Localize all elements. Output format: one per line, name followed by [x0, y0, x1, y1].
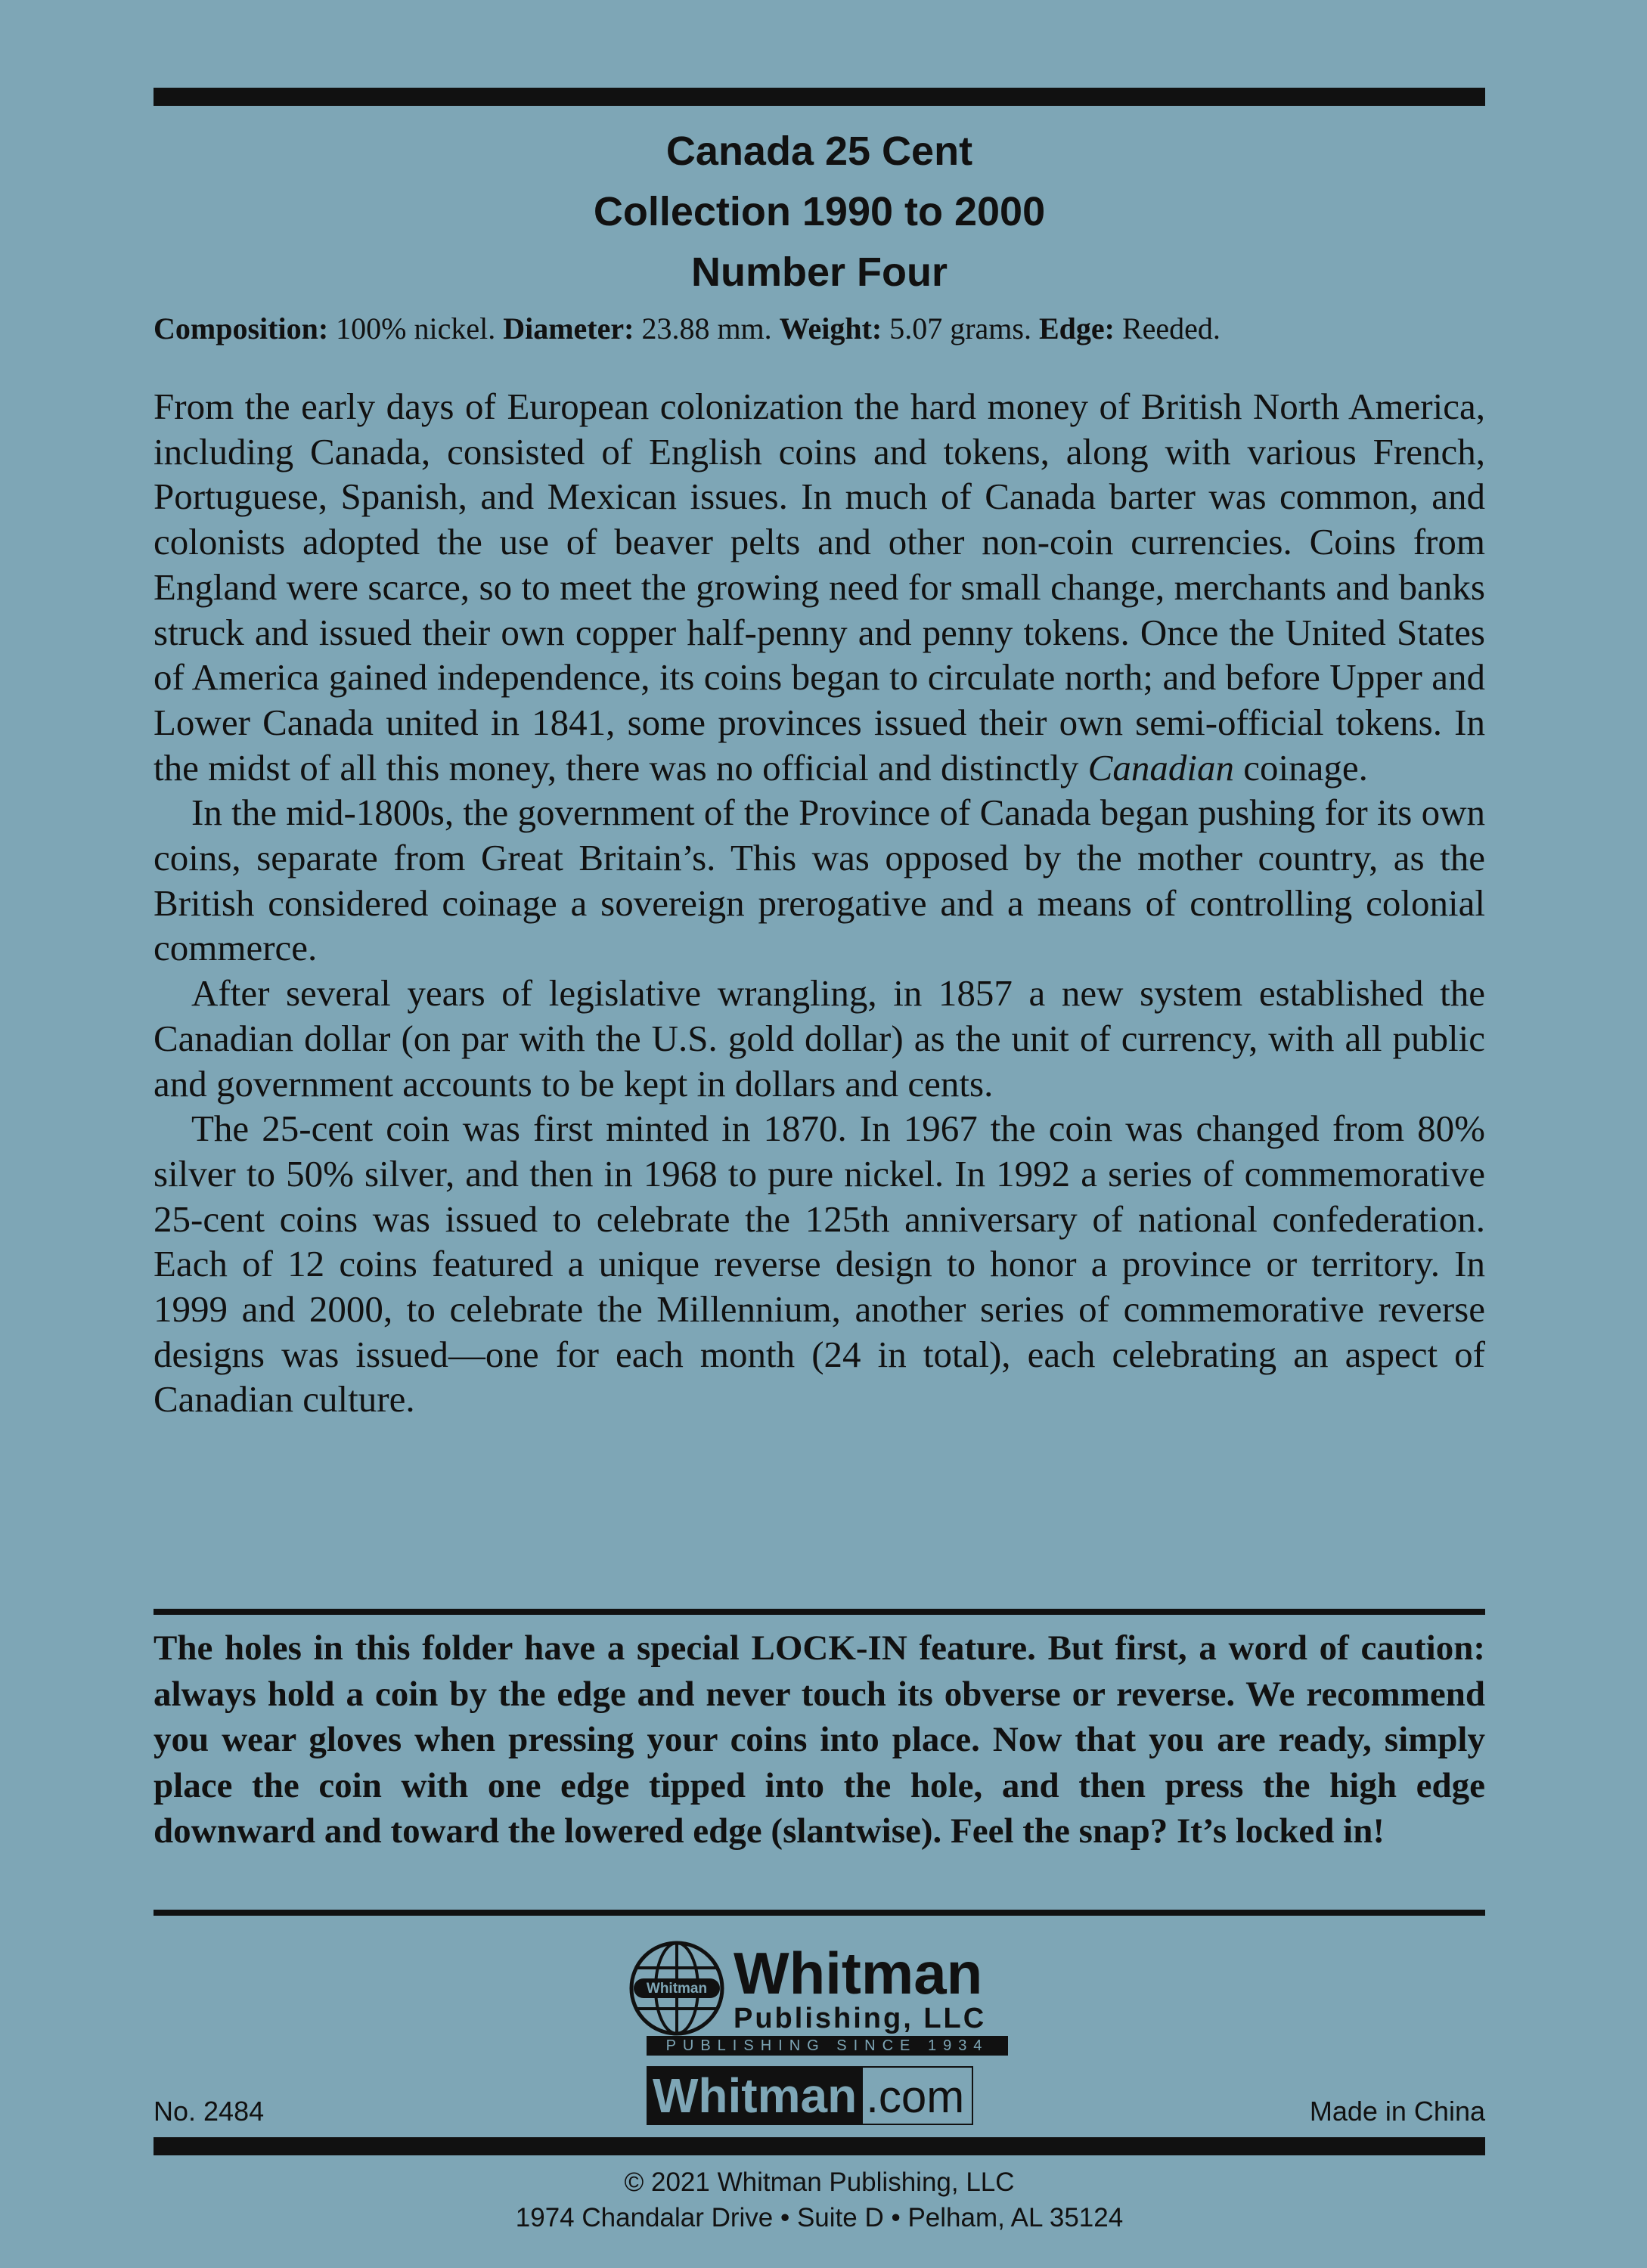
composition-label: Composition: — [154, 311, 329, 345]
top-rule — [154, 88, 1485, 106]
website-badge — [647, 2066, 973, 2125]
logo-since-banner: PUBLISHING SINCE 1934 — [647, 2036, 1008, 2056]
copyright-line: © 2021 Whitman Publishing, LLC — [624, 2167, 1015, 2197]
globe-icon — [628, 1939, 726, 2037]
weight-value: 5.07 grams. — [882, 311, 1039, 345]
made-in-label: Made in China — [1309, 2096, 1485, 2127]
logo-subtitle: Publishing, LLC — [734, 2003, 987, 2034]
history-paragraph-2: In the mid-1800s, the government of the Province of Canada began pushing for its own coins, separate from Great Britain’s. This was opposed by the mother country, as the British considered coinage a sovereign prerogative and a means of controlling colonial commerce. — [154, 792, 1485, 969]
bottom-rule — [154, 2137, 1485, 2155]
lockin-instructions: The holes in this folder have a special LOCK-IN feature. But first, a word of caution: always hold a coin by the edge and never touch its obverse or reverse. We recommend you wear gloves when pressing your coins into place. Now that you are ready, simply place the coin with one edge tipped into the hole, and then press the high edge downward and toward the lowered edge (slantwise). Feel the snap? It’s locked in! — [154, 1628, 1485, 1851]
edge-label: Edge: — [1038, 311, 1115, 345]
page-title-line3: Number Four — [690, 249, 948, 295]
website-name: Whitman — [647, 2066, 863, 2125]
coin-specifications — [154, 306, 1485, 352]
history-paragraph-1: From the early days of European colonization the hard money of British North America, including Canada, consisted of English coins and tokens, along with various French, Portuguese, Spanish, and Mexican issues. In much of Canada barter was common, and colonists adopted the use of beaver pelts and other non-coin currencies. Coins from England were scarce, so to meet the growing need for small change, merchants and banks struck and issued their own copper half-penny and penny tokens. Once the United States of America gained independence, its coins began to circulate north; and before Upper and Lower Canada united in 1841, some provinces issued their own semi-official tokens. In the midst of all this money, there was no official and distinctly Canadian coinage. — [154, 386, 1485, 789]
edge-value: Reeded. — [1114, 311, 1221, 345]
logo-name: Whitman — [734, 1940, 983, 2006]
composition-value: 100% nickel. — [328, 311, 504, 345]
diameter-value: 23.88 mm. — [634, 311, 780, 345]
diameter-label: Diameter: — [503, 311, 634, 345]
lockin-bottom-rule — [154, 1910, 1485, 1916]
catalog-number: No. 2484 — [154, 2096, 265, 2127]
whitman-logo — [628, 1939, 1021, 2121]
weight-label: Weight: — [779, 311, 882, 345]
lockin-top-rule — [154, 1609, 1485, 1615]
history-paragraph-4: The 25-cent coin was first minted in 1870. In 1967 the coin was changed from 80% silver to 50% silver, and then in 1968 to pure nickel. In 1992 a series of commemorative 25-cent coins was issued to celebrate the 125th anniversary of national confederation. Each of 12 coins featured a unique reverse design to honor a province or territory. In 1999 and 2000, to celebrate the Millennium, another series of commemorative reverse designs was issued—one for each month (24 in total), each celebrating an aspect of Canadian culture. — [154, 1108, 1485, 1421]
website-tld: .com — [863, 2066, 973, 2125]
italic-canadian: Canadian — [1087, 746, 1234, 789]
page-title-line2: Collection 1990 to 2000 — [593, 189, 1046, 234]
history-text — [154, 384, 1485, 1422]
globe-label: Whitman — [646, 1981, 708, 1997]
history-paragraph-3: After several years of legislative wrangling, in 1857 a new system established the Canadian dollar (on par with the U.S. gold dollar) as the unit of currency, with all public and government accounts to be kept in dollars and cents. — [154, 972, 1485, 1105]
page-title-line1: Canada 25 Cent — [665, 129, 973, 174]
address-line: 1974 Chandalar Drive • Suite D • Pelham, AL 35124 — [515, 2203, 1124, 2232]
